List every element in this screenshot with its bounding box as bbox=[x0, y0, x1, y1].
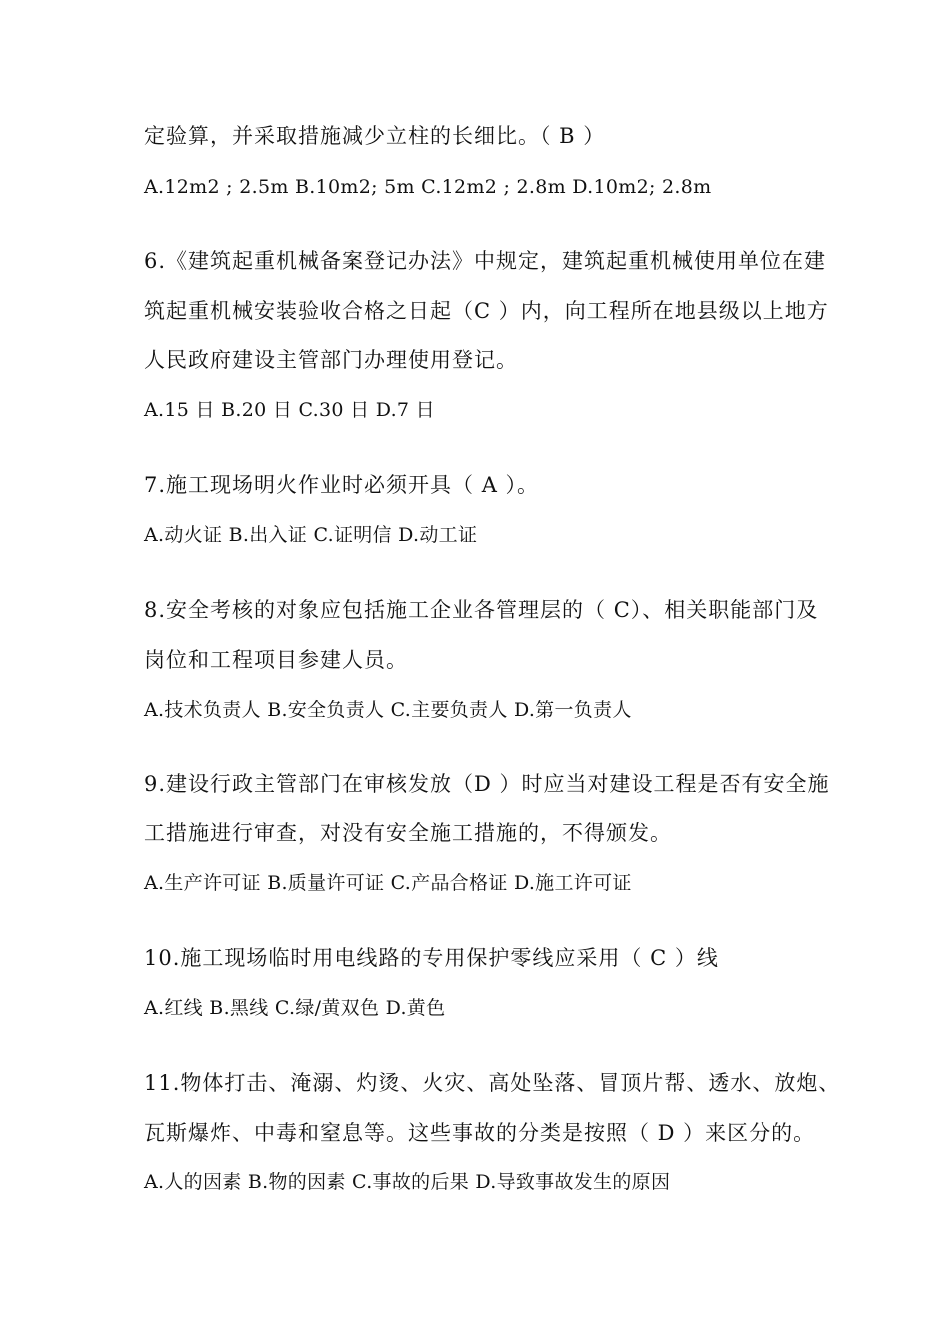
answer-options-8: A.技术负责人 B.安全负责人 C.主要负责人 D.第一负责人 bbox=[144, 699, 632, 721]
answer-options-6: A.15 日 B.20 日 C.30 日 D.7 日 bbox=[144, 399, 435, 421]
question-9-line-1: 9.建设行政主管部门在审核发放（D ）时应当对建设工程是否有安全施 bbox=[144, 772, 830, 796]
question-text-line: 定验算，并采取措施减少立柱的长细比。（ B ） bbox=[144, 124, 606, 148]
question-10: 10.施工现场临时用电线路的专用保护零线应采用（ C ）线 bbox=[144, 946, 719, 970]
answer-options-7: A.动火证 B.出入证 C.证明信 D.动工证 bbox=[144, 524, 478, 546]
question-6-line-1: 6.《建筑起重机械备案登记办法》中规定，建筑起重机械使用单位在建 bbox=[144, 249, 827, 273]
answer-options-9: A.生产许可证 B.质量许可证 C.产品合格证 D.施工许可证 bbox=[144, 872, 632, 894]
question-11-line-2: 瓦斯爆炸、中毒和窒息等。这些事故的分类是按照（ D ）来区分的。 bbox=[144, 1121, 816, 1145]
question-11-line-1: 11.物体打击、淹溺、灼烫、火灾、高处坠落、冒顶片帮、透水、放炮、 bbox=[144, 1071, 841, 1095]
question-6-line-3: 人民政府建设主管部门办理使用登记。 bbox=[144, 348, 518, 372]
answer-options-10: A.红线 B.黑线 C.绿/黄双色 D.黄色 bbox=[144, 997, 446, 1019]
answer-options-11: A.人的因素 B.物的因素 C.事故的后果 D.导致事故发生的原因 bbox=[144, 1171, 671, 1193]
question-9-line-2: 工措施进行审查，对没有安全施工措施的，不得颁发。 bbox=[144, 821, 672, 845]
answer-options: A.12m2 ; 2.5m B.10m2; 5m C.12m2 ; 2.8m D.10m2; 2.8m bbox=[144, 176, 712, 198]
question-6-line-2: 筑起重机械安装验收合格之日起（C ）内，向工程所在地县级以上地方 bbox=[144, 299, 829, 323]
question-8-line-2: 岗位和工程项目参建人员。 bbox=[144, 648, 408, 672]
question-8-line-1: 8.安全考核的对象应包括施工企业各管理层的（ C）、相关职能部门及 bbox=[144, 598, 819, 622]
question-7: 7.施工现场明火作业时必须开具（ A ）。 bbox=[144, 473, 540, 497]
